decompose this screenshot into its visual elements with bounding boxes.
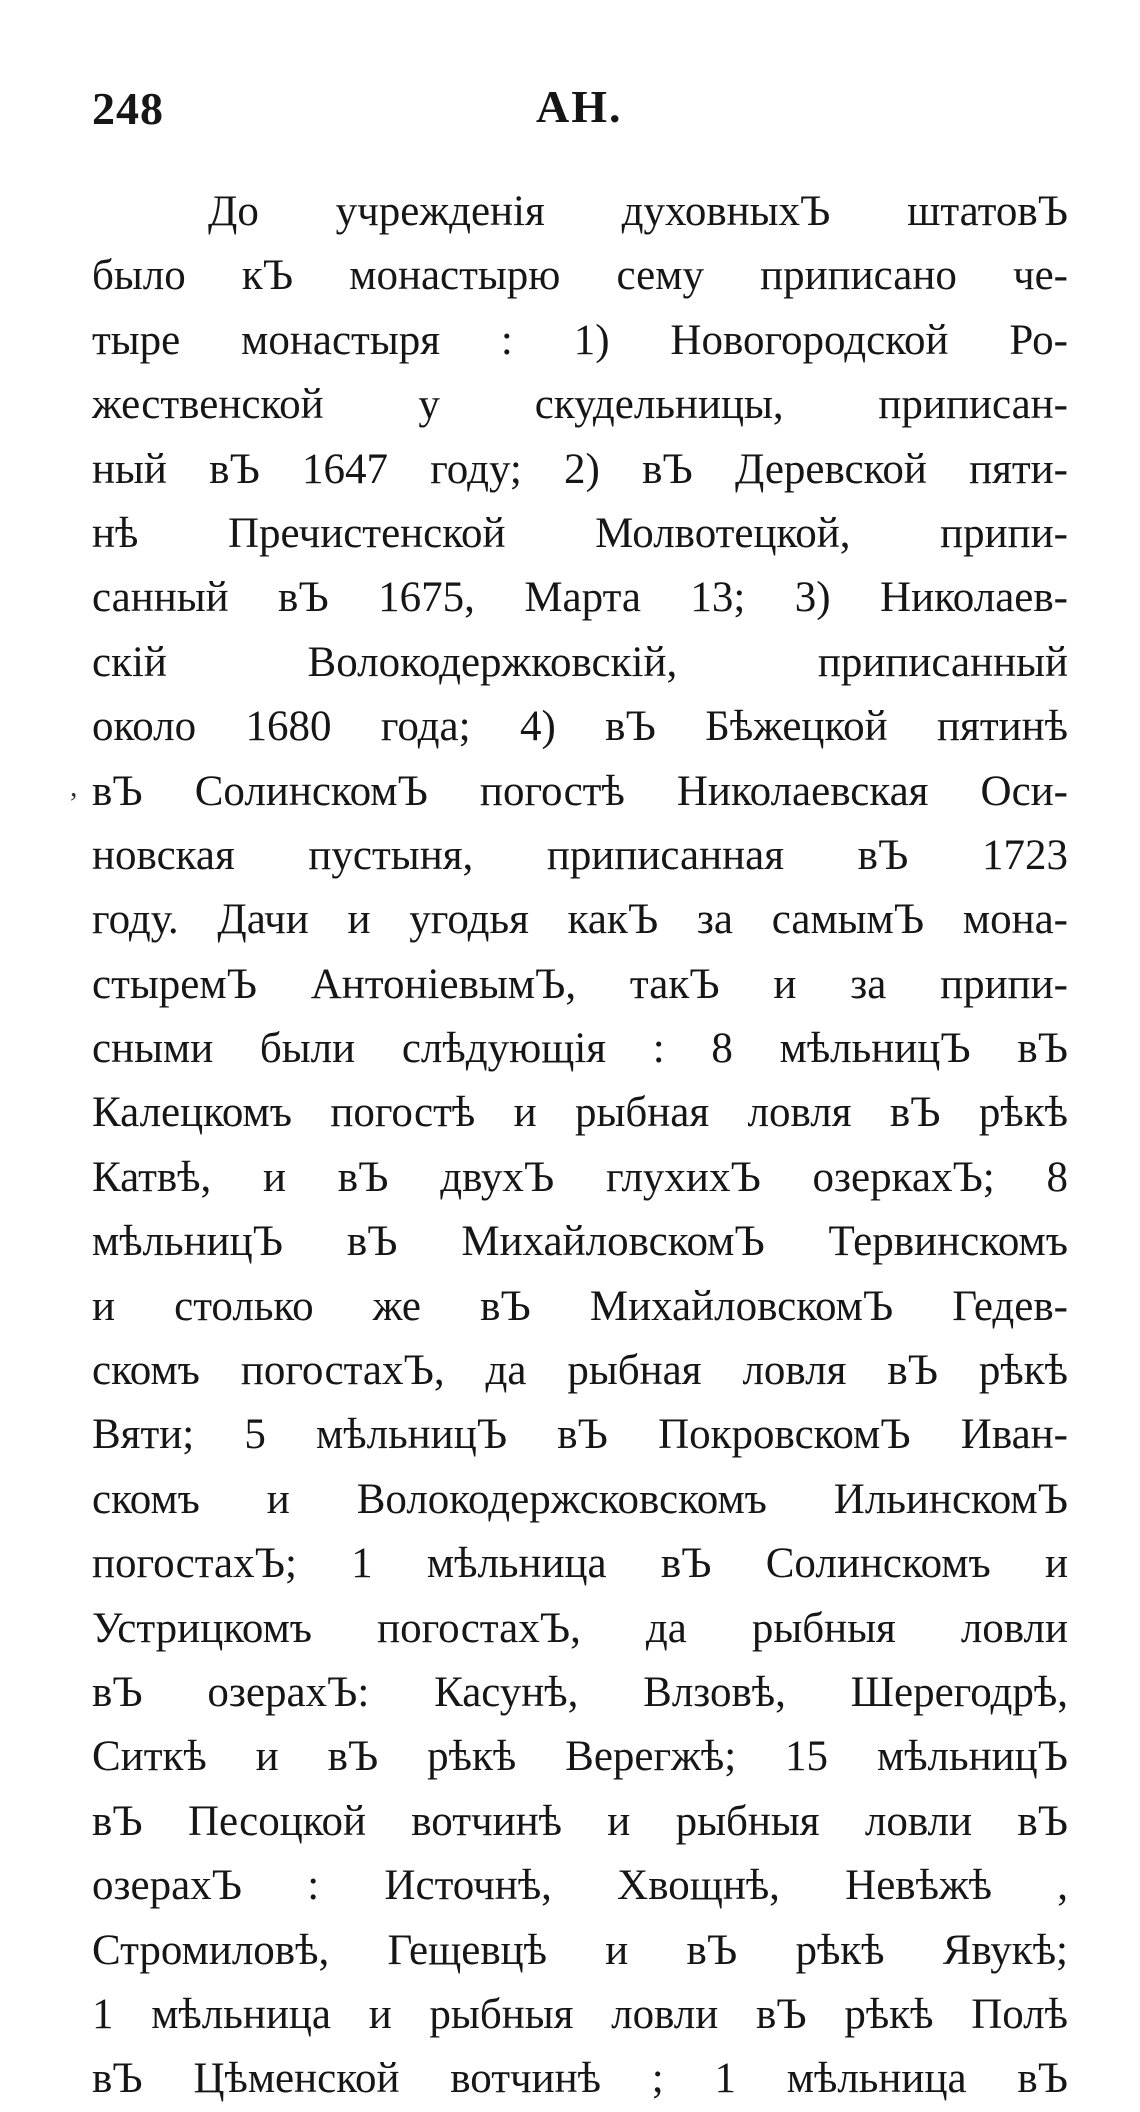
text-line: Устрицкомъ погостахЪ, да рыбныя ловли [92, 1604, 1068, 1652]
text-line: санный вЪ 1675, Марта 13; 3) Николаев- [92, 574, 1068, 622]
text-line: Вяти; 5 мѣльницЪ вЪ ПокровскомЪ Иван- [92, 1411, 1068, 1459]
body-text [92, 180, 1068, 2112]
text-line: тыре монастыря : 1) Новогородской Ро- [92, 316, 1068, 364]
text-line: вЪ Песоцкой вотчинѣ и рыбныя ловли вЪ [92, 1797, 1068, 1845]
text-line: 1 мѣльница и рыбныя ловли вЪ рѣкѣ Полѣ [92, 1990, 1068, 2038]
text-line: Катвѣ, и вЪ двухЪ глухихЪ озеркахЪ; 8 [92, 1153, 1068, 1201]
text-line: вЪ СолинскомЪ погостѣ Николаевская Оси- [92, 767, 1068, 815]
page-number: 248 [92, 83, 164, 134]
margin-mark: , [70, 770, 78, 803]
text-line: около 1680 года; 4) вЪ Бѣжецкой пятинѣ [92, 703, 1068, 751]
text-line: было кЪ монастырю сему приписано че- [92, 252, 1068, 300]
text-line: До учрежденія духовныхЪ штатовЪ [208, 188, 1068, 235]
text-line: озерахЪ : Источнѣ, Хвощнѣ, Невѣжѣ , [92, 1862, 1068, 1910]
text-line: скій Волокодержковскій, приписанный [92, 638, 1068, 686]
text-line: ный вЪ 1647 году; 2) вЪ Деревской пяти- [92, 445, 1068, 493]
text-line: Стромиловѣ, Гещевцѣ и вЪ рѣкѣ Явукѣ; [92, 1926, 1068, 1974]
text-line: вЪ озерахЪ: Касунѣ, Влзовѣ, Шерегодрѣ, [92, 1668, 1068, 1716]
text-line: скомъ и Волокодержсковскомъ ИльинскомЪ [92, 1475, 1068, 1523]
text-line: погостахЪ; 1 мѣльница вЪ Солинскомъ и [92, 1540, 1068, 1588]
text-line: и столько же вЪ МихайловскомЪ Гедев- [92, 1282, 1068, 1330]
text-line: сными были слѣдующія : 8 мѣльницЪ вЪ [92, 1025, 1068, 1073]
text-line: году. Дачи и угодья какЪ за самымЪ мона- [92, 896, 1068, 944]
text-line: новская пустыня, приписанная вЪ 1723 [92, 831, 1068, 879]
text-line: Ситкѣ и вЪ рѣкѣ Верегжѣ; 15 мѣльницЪ [92, 1733, 1068, 1781]
text-line: жественской у скудельницы, приписан- [92, 381, 1068, 429]
text-line: мѣльницЪ вЪ МихайловскомЪ Тервинскомъ [92, 1218, 1068, 1266]
text-line: Калецкомъ погостѣ и рыбная ловля вЪ рѣкѣ [92, 1089, 1068, 1137]
text-line: нѣ Пречистенской Молвотецкой, припи- [92, 509, 1068, 557]
running-head: АН. [536, 81, 623, 132]
text-line: вЪ Цѣменской вотчинѣ ; 1 мѣльница вЪ [92, 2055, 1068, 2103]
text-line: скомъ погостахЪ, да рыбная ловля вЪ рѣкѣ [92, 1347, 1068, 1395]
text-line: стыремЪ АнтоніевымЪ, такЪ и за припи- [92, 960, 1068, 1008]
